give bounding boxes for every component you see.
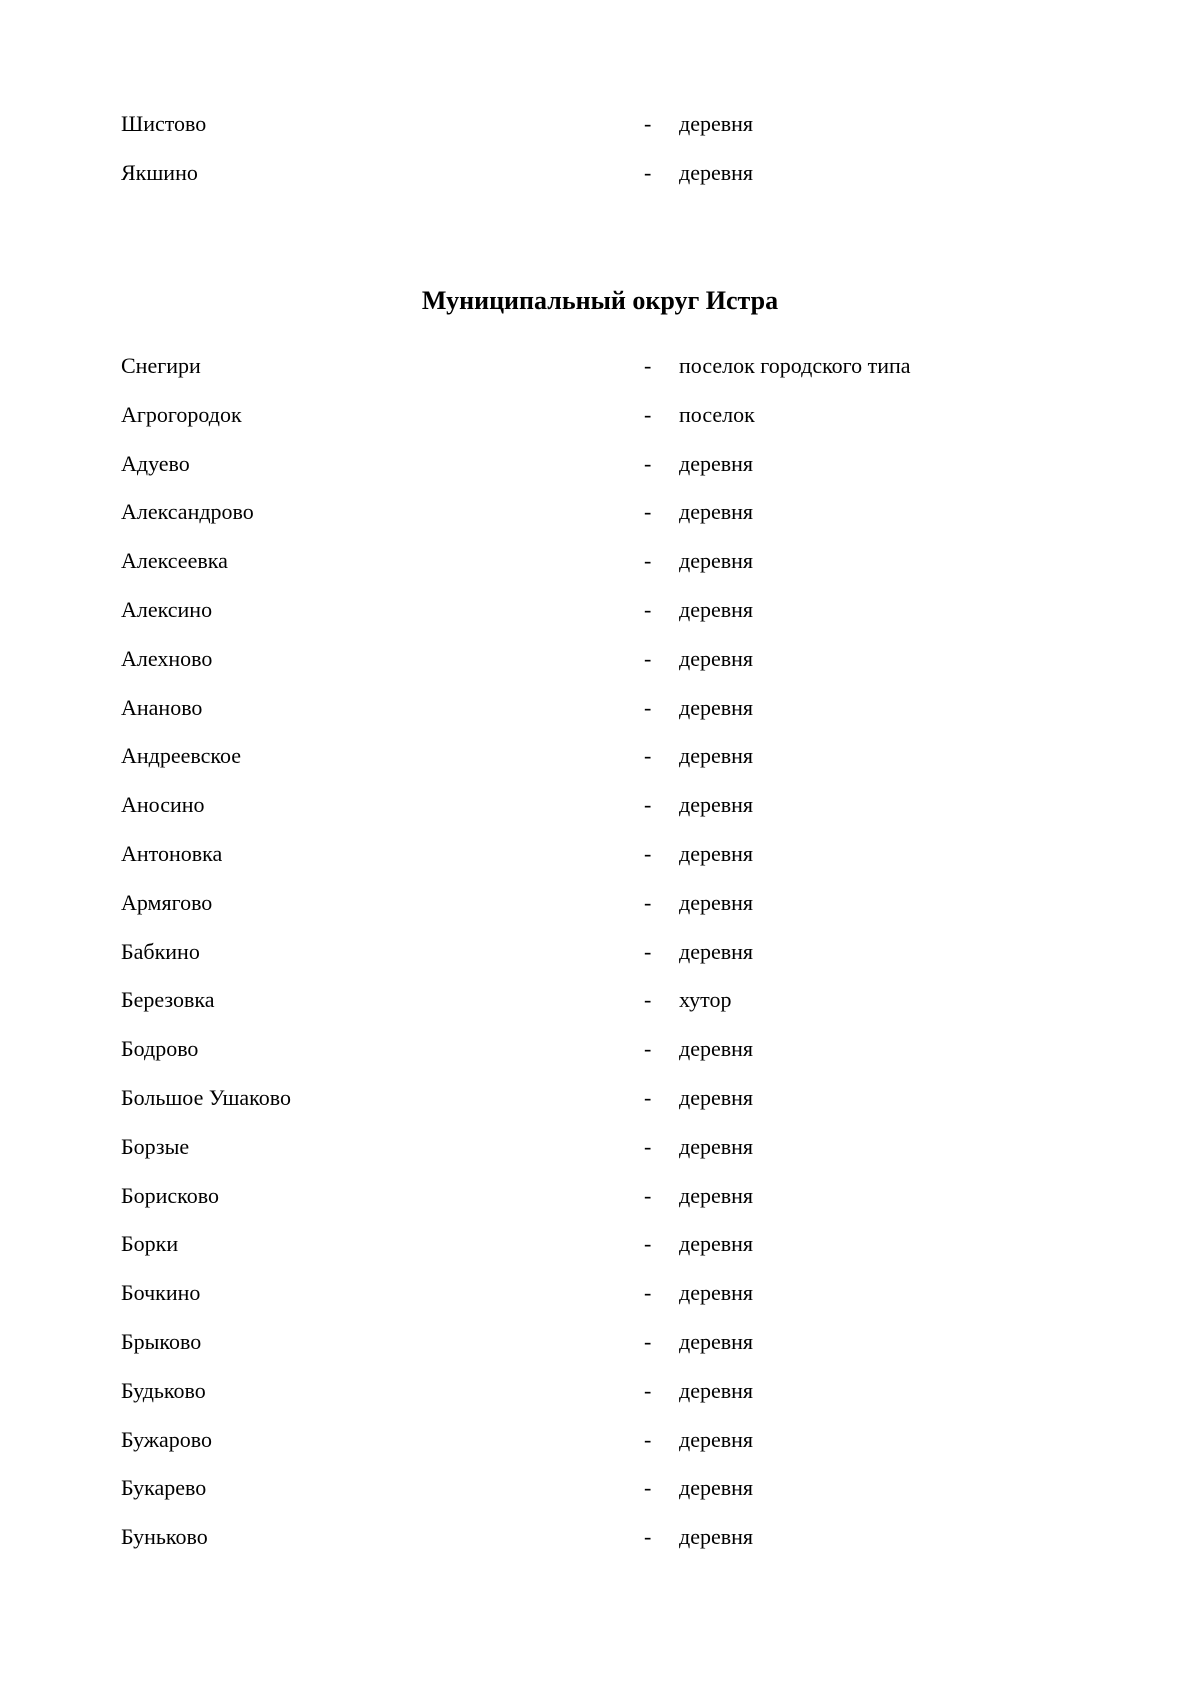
settlement-type: деревня <box>679 111 754 136</box>
settlement-name: Березовка <box>121 987 215 1013</box>
settlement-name: Будьково <box>121 1377 206 1403</box>
settlement-name: Армягово <box>121 889 213 915</box>
separator-dash: - <box>644 450 652 476</box>
settlement-type: деревня <box>679 1280 754 1306</box>
settlement-name: Бужарово <box>121 1426 212 1452</box>
list-item <box>0 841 1200 890</box>
list-item <box>0 890 1200 939</box>
settlement-type: деревня <box>679 889 754 915</box>
settlement-name: Бодрово <box>121 1036 199 1062</box>
list-item <box>0 353 1200 402</box>
settlement-name: Якшино <box>121 159 198 185</box>
separator-dash: - <box>644 1133 652 1159</box>
separator-dash: - <box>644 1036 652 1062</box>
separator-dash: - <box>644 548 652 574</box>
list-item <box>0 1183 1200 1232</box>
settlement-type: деревня <box>679 1426 754 1452</box>
settlement-name: Адуево <box>121 450 190 476</box>
list-item <box>0 111 1200 160</box>
separator-dash: - <box>644 1475 652 1501</box>
settlement-name: Шистово <box>121 111 207 136</box>
list-item <box>0 939 1200 988</box>
settlement-name: Брыково <box>121 1328 202 1354</box>
list-item <box>0 1524 1200 1573</box>
separator-dash: - <box>644 1377 652 1403</box>
list-item <box>0 451 1200 500</box>
separator-dash: - <box>644 792 652 818</box>
list-item <box>0 499 1200 548</box>
settlement-name: Борисково <box>121 1182 219 1208</box>
separator-dash: - <box>644 1231 652 1257</box>
settlement-name: Андреевское <box>121 743 242 769</box>
settlement-name: Алексино <box>121 596 213 622</box>
settlement-list-continued <box>0 111 1200 209</box>
list-item <box>0 1231 1200 1280</box>
settlement-name: Буньково <box>121 1524 208 1550</box>
settlement-name: Борки <box>121 1231 179 1257</box>
list-item <box>0 1085 1200 1134</box>
settlement-type: деревня <box>679 159 754 185</box>
settlement-type: поселок <box>679 401 755 427</box>
settlement-name: Борзые <box>121 1133 190 1159</box>
settlement-type: деревня <box>679 1524 754 1550</box>
separator-dash: - <box>644 743 652 769</box>
settlement-type: деревня <box>679 645 754 671</box>
list-item <box>0 1280 1200 1329</box>
settlement-name: Антоновка <box>121 840 223 866</box>
settlement-name: Ананово <box>121 694 203 720</box>
separator-dash: - <box>644 353 652 378</box>
separator-dash: - <box>644 1524 652 1550</box>
settlement-name: Алехново <box>121 645 213 671</box>
separator-dash: - <box>644 1084 652 1110</box>
settlement-type: деревня <box>679 450 754 476</box>
settlement-type: деревня <box>679 1084 754 1110</box>
settlement-type: деревня <box>679 840 754 866</box>
list-item <box>0 1134 1200 1183</box>
separator-dash: - <box>644 401 652 427</box>
settlement-type: деревня <box>679 938 754 964</box>
section-title: Муниципальный округ Истра <box>421 286 779 315</box>
settlement-type: деревня <box>679 1036 754 1062</box>
list-item <box>0 1475 1200 1524</box>
list-item <box>0 402 1200 451</box>
settlement-type: деревня <box>679 743 754 769</box>
separator-dash: - <box>644 1280 652 1306</box>
settlement-type: деревня <box>679 548 754 574</box>
settlement-type: деревня <box>679 694 754 720</box>
list-item <box>0 1378 1200 1427</box>
settlement-name: Снегири <box>121 353 201 378</box>
separator-dash: - <box>644 1182 652 1208</box>
settlement-name: Букарево <box>121 1475 207 1501</box>
settlement-type: деревня <box>679 792 754 818</box>
settlement-type: деревня <box>679 1182 754 1208</box>
settlement-type: деревня <box>679 596 754 622</box>
separator-dash: - <box>644 694 652 720</box>
list-item <box>0 792 1200 841</box>
settlement-type: деревня <box>679 1231 754 1257</box>
list-item <box>0 160 1200 209</box>
settlement-type: деревня <box>679 1328 754 1354</box>
settlement-type: деревня <box>679 1377 754 1403</box>
settlement-list <box>0 353 1200 1573</box>
separator-dash: - <box>644 938 652 964</box>
list-item <box>0 987 1200 1036</box>
list-item <box>0 548 1200 597</box>
settlement-type: хутор <box>679 987 732 1013</box>
list-item <box>0 743 1200 792</box>
settlement-name: Бочкино <box>121 1280 201 1306</box>
separator-dash: - <box>644 889 652 915</box>
separator-dash: - <box>644 111 652 136</box>
separator-dash: - <box>644 840 652 866</box>
list-item <box>0 695 1200 744</box>
separator-dash: - <box>644 596 652 622</box>
list-item <box>0 597 1200 646</box>
settlement-name: Александрово <box>121 499 254 525</box>
settlement-type: поселок городского типа <box>679 353 911 378</box>
list-item <box>0 1036 1200 1085</box>
settlement-name: Большое Ушаково <box>121 1084 291 1110</box>
separator-dash: - <box>644 499 652 525</box>
separator-dash: - <box>644 987 652 1013</box>
list-item <box>0 1427 1200 1476</box>
settlement-name: Аносино <box>121 792 205 818</box>
settlement-name: Агрогородок <box>121 401 242 427</box>
separator-dash: - <box>644 1426 652 1452</box>
settlement-name: Бабкино <box>121 938 200 964</box>
settlement-name: Алексеевка <box>121 548 228 574</box>
list-item <box>0 646 1200 695</box>
settlement-type: деревня <box>679 499 754 525</box>
settlement-type: деревня <box>679 1475 754 1501</box>
separator-dash: - <box>644 159 652 185</box>
settlement-type: деревня <box>679 1133 754 1159</box>
separator-dash: - <box>644 1328 652 1354</box>
separator-dash: - <box>644 645 652 671</box>
list-item <box>0 1329 1200 1378</box>
